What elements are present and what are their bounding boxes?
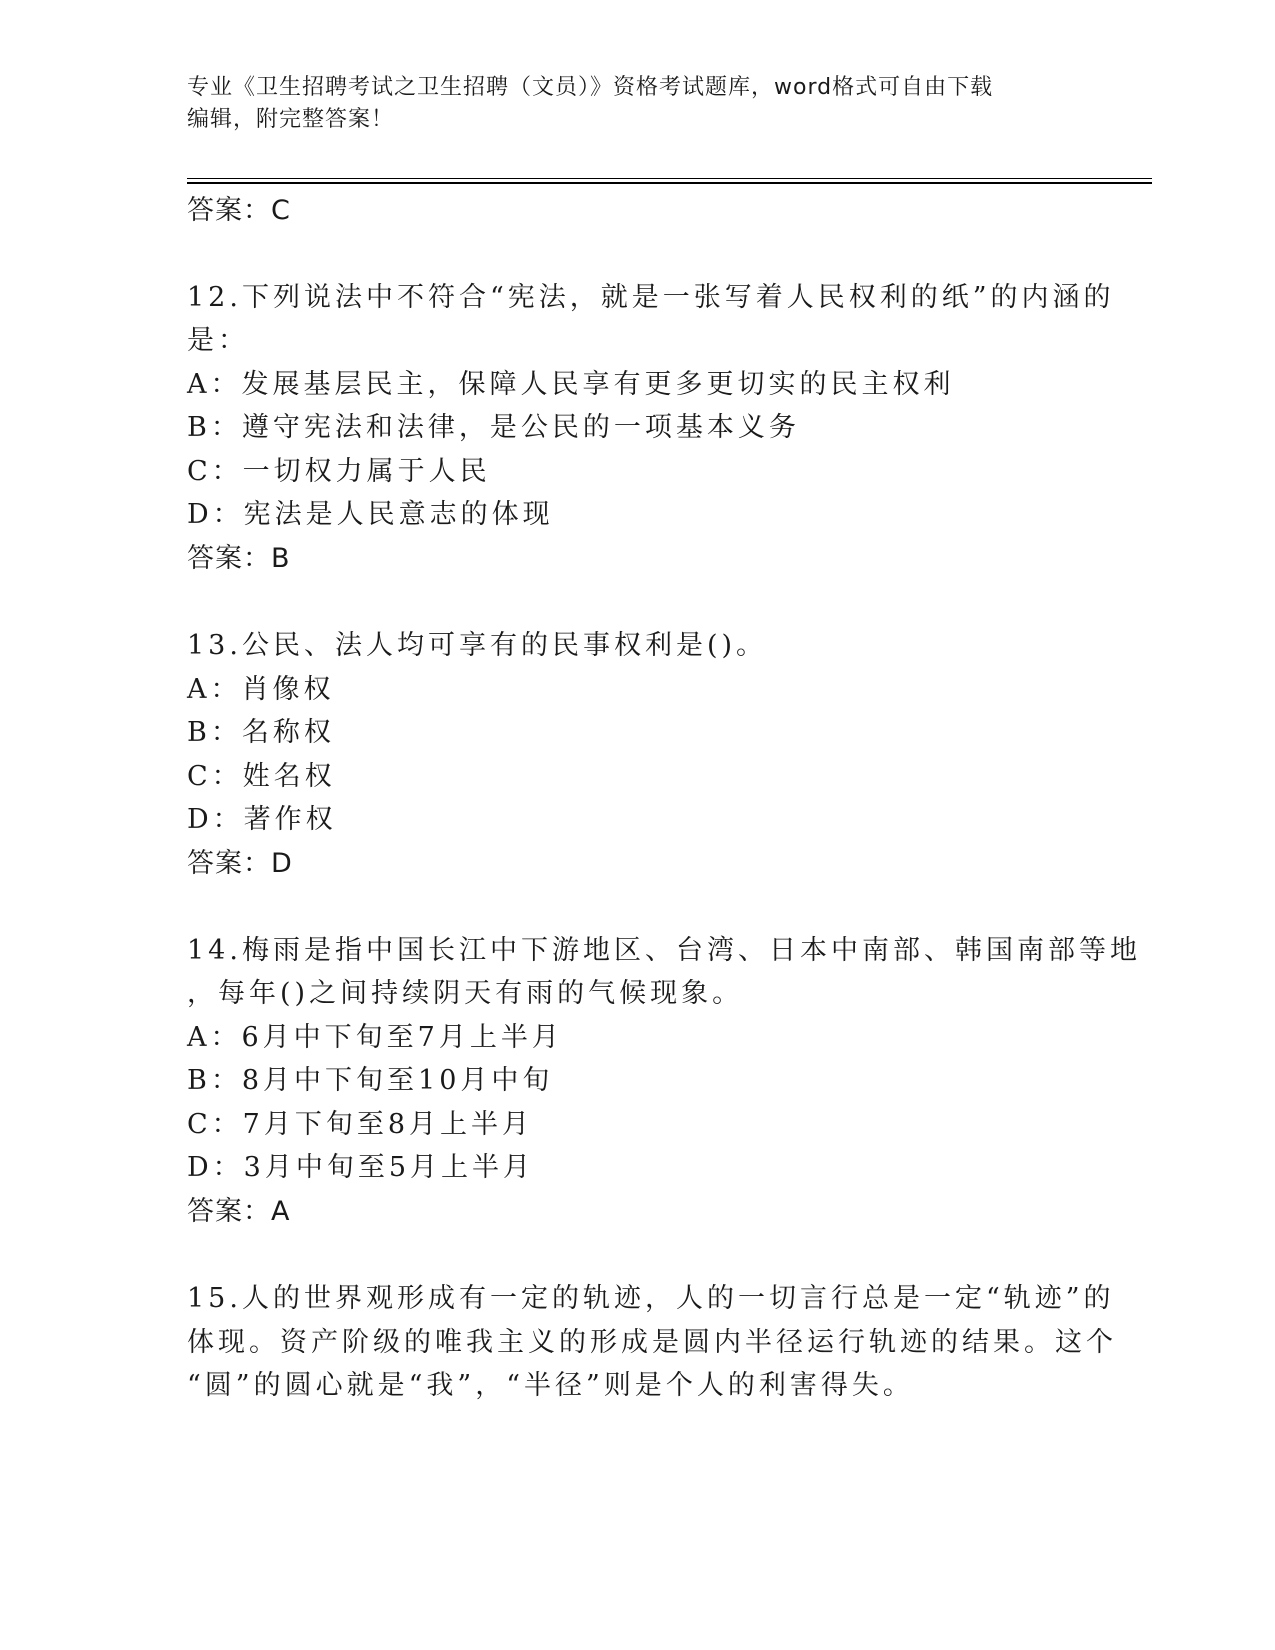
page-header — [187, 72, 1087, 136]
q13-option-b: B：名称权 — [187, 717, 335, 748]
q14-option-d: D：3月中旬至5月上半月 — [187, 1152, 535, 1183]
header-divider-thin — [187, 178, 1152, 179]
header-line-1: 专业《卫生招聘考试之卫生招聘（文员）》资格考试题库，word格式可自由下载 — [187, 75, 994, 100]
q15-stem-line-2: 体现。资产阶级的唯我主义的形成是圆内半径运行轨迹的结果。这个 — [187, 1327, 1117, 1358]
q14-option-a: A：6月中下旬至7月上半月 — [187, 1022, 563, 1053]
q14-option-b: B：8月中下旬至10月中旬 — [187, 1065, 554, 1096]
q14-stem-line-2: ，每年()之间持续阴天有雨的气候现象。 — [187, 978, 744, 1009]
q15-stem-line-3: “圆”的圆心就是“我”，“半径”则是个人的利害得失。 — [187, 1370, 914, 1401]
q12-option-c: C：一切权力属于人民 — [187, 456, 491, 487]
q14-option-c: C：7月下旬至8月上半月 — [187, 1109, 534, 1140]
answer-q11: 答案：C — [187, 195, 291, 226]
q14-stem-line-1: 14.梅雨是指中国长江中下游地区、台湾、日本中南部、韩国南部等地 — [187, 935, 1141, 966]
q12-option-a: A：发展基层民主，保障人民享有更多更切实的民主权利 — [187, 369, 955, 400]
q13-option-c: C：姓名权 — [187, 761, 336, 792]
header-line-2: 编辑，附完整答案！ — [187, 107, 395, 132]
answer-q14: 答案：A — [187, 1196, 291, 1227]
q12-option-d: D：宪法是人民意志的体现 — [187, 499, 554, 530]
q12-stem-line-2: 是： — [187, 325, 249, 356]
answer-q12: 答案：B — [187, 543, 291, 574]
q13-option-d: D：著作权 — [187, 804, 337, 835]
answer-q13: 答案：D — [187, 848, 293, 879]
q12-stem-line-1: 12.下列说法中不符合“宪法，就是一张写着人民权利的纸”的内涵的 — [187, 282, 1115, 313]
q15-stem-line-1: 15.人的世界观形成有一定的轨迹，人的一切言行总是一定“轨迹”的 — [187, 1283, 1115, 1314]
q13-stem-line-1: 13.公民、法人均可享有的民事权利是()。 — [187, 630, 768, 661]
q13-option-a: A：肖像权 — [187, 674, 335, 705]
q12-option-b: B：遵守宪法和法律，是公民的一项基本义务 — [187, 412, 800, 443]
header-divider-thick — [187, 182, 1152, 184]
